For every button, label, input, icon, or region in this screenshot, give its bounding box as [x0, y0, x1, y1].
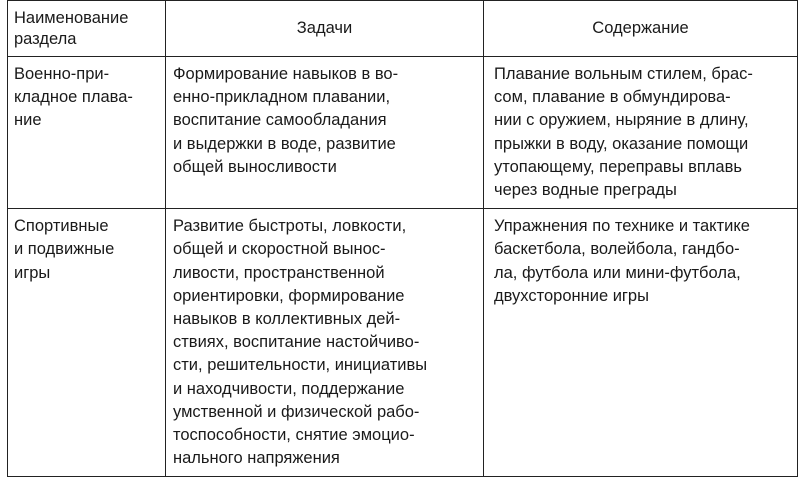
row-section-cell	[8, 209, 166, 477]
cell-line: нии с оружием, ныряние в длину,	[494, 111, 749, 130]
cell-line: Формирование навыков в во-	[173, 65, 399, 83]
cell-line: Плавание вольным стилем, брас-	[494, 65, 753, 83]
row-tasks-cell	[166, 57, 484, 209]
table-header-row	[8, 1, 798, 57]
cell-line: игры	[14, 263, 51, 282]
cell-line: прыжки в воду, оказание помощи	[494, 134, 749, 153]
cell-line: двухсторонние игры	[494, 286, 649, 305]
cell-line: ние	[14, 111, 42, 130]
cell-line: Упражнения по технике и тактике	[494, 217, 750, 236]
table-row	[8, 57, 798, 209]
header-content: Содержание	[484, 1, 798, 57]
cell-line: баскетбола, волейбола, гандбо-	[494, 240, 740, 259]
cell-line: ливости, пространственной	[173, 263, 385, 282]
row-tasks-cell	[166, 209, 484, 477]
cell-line: ла, футбола или мини-футбола,	[494, 263, 741, 282]
cell-line: тоспособности, снятие эмоцио-	[173, 426, 415, 445]
cell-line: ориентировки, формирование	[173, 286, 405, 305]
row-content-cell	[484, 57, 798, 209]
cell-line: через водные преграды	[494, 181, 677, 200]
cell-line: нального напряжения	[173, 449, 340, 468]
cell-line: кладное плава-	[14, 88, 133, 107]
cell-line: Развитие быстроты, ловкости,	[173, 217, 407, 236]
training-sections-table	[7, 0, 798, 477]
row-section-cell	[8, 57, 166, 209]
cell-line: ствиях, воспитание настойчиво-	[173, 333, 420, 352]
cell-line: общей и скоростной вынос-	[173, 240, 386, 259]
cell-line: сом, плавание в обмундирова-	[494, 88, 731, 107]
header-section-line: Наименование	[14, 8, 129, 27]
cell-line: и подвижные	[14, 240, 115, 259]
cell-line: навыков в коллективных дей-	[173, 310, 401, 329]
cell-line: Военно-при-	[14, 65, 110, 83]
cell-line: сти, решительности, инициативы	[173, 356, 428, 375]
table-row	[8, 209, 798, 477]
row-content-cell	[484, 209, 798, 477]
cell-line: и выдержки в воде, развитие	[173, 134, 396, 153]
cell-line: утопающему, переправы вплавь	[494, 157, 742, 176]
cell-line: и находчивости, поддержание	[173, 379, 405, 398]
cell-line: Спортивные	[14, 217, 109, 236]
cell-line: общей выносливости	[173, 157, 337, 176]
header-section-name	[8, 1, 166, 57]
cell-line: воспитание самообладания	[173, 111, 387, 130]
header-tasks: Задачи	[166, 1, 484, 57]
header-section-line: раздела	[14, 29, 77, 48]
cell-line: енно-прикладном плавании,	[173, 88, 391, 107]
cell-line: умственной и физической рабо-	[173, 402, 420, 421]
